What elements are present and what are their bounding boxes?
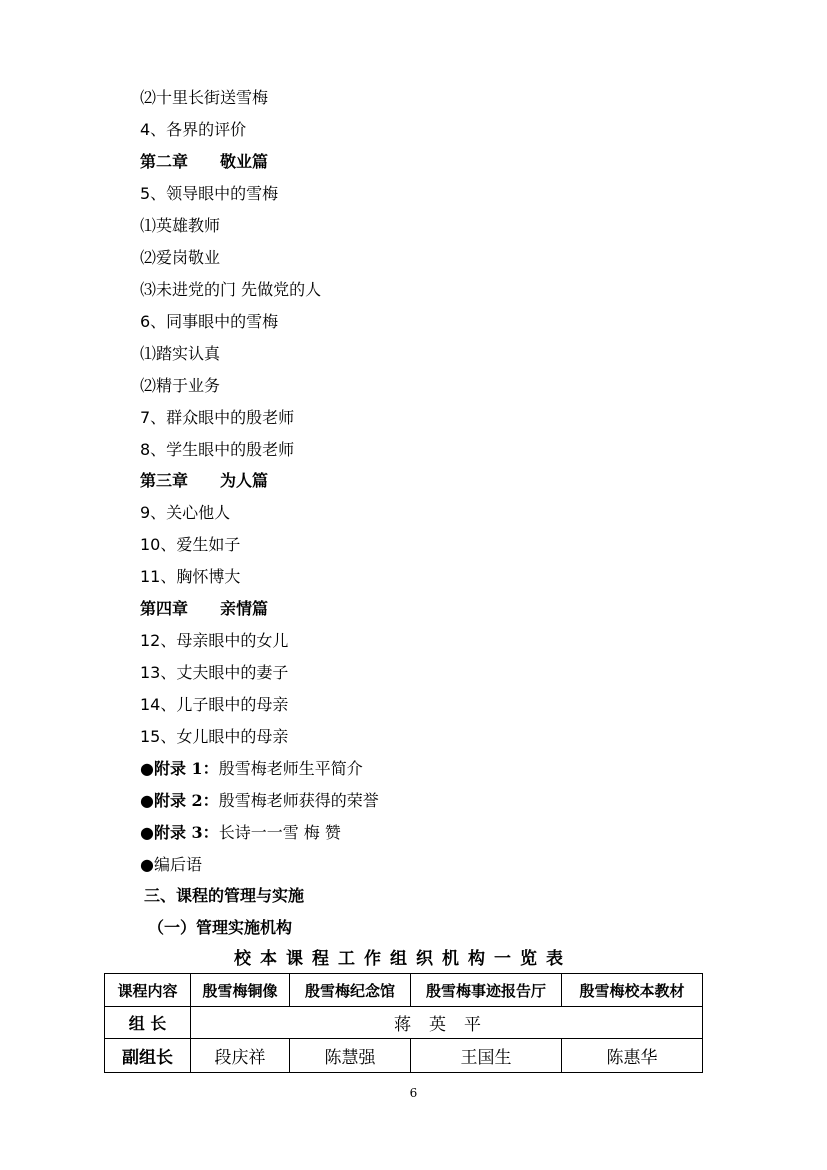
- deputy-name: 段庆祥: [191, 1039, 290, 1073]
- outline-item: 7、群众眼中的殷老师: [140, 408, 295, 427]
- appendix-text: 殷雪梅老师获得的荣誉: [218, 791, 379, 810]
- leader-name: 蒋英平: [191, 1007, 703, 1039]
- chapter-number: 第二章: [140, 152, 189, 171]
- bullet: ●: [140, 823, 154, 842]
- outline-item: ⑴踏实认真: [140, 344, 221, 363]
- table-header-cell: 殷雪梅铜像: [191, 974, 290, 1007]
- appendix-label: 附录 2：: [153, 791, 219, 810]
- appendix-item: [140, 855, 202, 875]
- appendix-label: 附录 3：: [153, 823, 219, 842]
- outline-item: 10、爱生如子: [140, 535, 241, 554]
- chapter-heading: [140, 152, 268, 172]
- outline-item: 12、母亲眼中的女儿: [140, 631, 289, 650]
- appendix-item: [140, 823, 341, 843]
- outline-item: ⑵精于业务: [140, 376, 221, 395]
- outline-item: ⑶未进党的门 先做党的人: [140, 280, 322, 299]
- deputy-label: 副组长: [105, 1039, 191, 1073]
- outline-item: 11、胸怀博大: [140, 567, 241, 586]
- chapter-heading: [140, 599, 268, 619]
- table-header-cell: 殷雪梅校本教材: [562, 974, 703, 1007]
- table-header-cell: 课程内容: [105, 974, 191, 1007]
- page-number: 6: [409, 1086, 418, 1100]
- outline-item: 14、儿子眼中的母亲: [140, 695, 289, 714]
- deputy-name: 王国生: [411, 1039, 562, 1073]
- outline-item: ⑴英雄教师: [140, 216, 221, 235]
- chapter-title: 为人篇: [220, 471, 269, 490]
- appendix-label: 附录 1：: [153, 759, 219, 778]
- appendix-item: [140, 791, 379, 811]
- outline-item: 15、女儿眼中的母亲: [140, 727, 289, 746]
- bullet: ●: [140, 759, 154, 778]
- appendix-text: 长诗一一雪 梅 赞: [218, 823, 341, 842]
- outline-item: 9、关心他人: [140, 503, 231, 522]
- outline-item: 4、各界的评价: [140, 120, 247, 139]
- chapter-number: 第三章: [140, 471, 189, 490]
- section-heading: 三、课程的管理与实施: [144, 886, 305, 905]
- appendix-text: 编后语: [153, 855, 202, 874]
- subsection-heading: （一）管理实施机构: [148, 918, 293, 937]
- outline-item: 5、领导眼中的雪梅: [140, 184, 279, 203]
- bullet: ●: [140, 855, 154, 874]
- table-row-leader: [105, 1007, 703, 1039]
- table-header-cell: 殷雪梅纪念馆: [290, 974, 411, 1007]
- chapter-heading: [140, 471, 268, 491]
- deputy-name: 陈惠华: [562, 1039, 703, 1073]
- outline-item: 13、丈夫眼中的妻子: [140, 663, 289, 682]
- table-row-deputy: [105, 1039, 703, 1073]
- outline-item: ⑵十里长街送雪梅: [140, 88, 269, 107]
- appendix-text: 殷雪梅老师生平简介: [218, 759, 363, 778]
- chapter-title: 亲情篇: [220, 599, 269, 618]
- organization-table: [104, 973, 703, 1073]
- chapter-title: 敬业篇: [220, 152, 269, 171]
- outline-item: 8、学生眼中的殷老师: [140, 440, 295, 459]
- outline-item: ⑵爱岗敬业: [140, 248, 221, 267]
- deputy-name: 陈慧强: [290, 1039, 411, 1073]
- appendix-item: [140, 759, 363, 779]
- table-header-cell: 殷雪梅事迹报告厅: [411, 974, 562, 1007]
- table-title: 校本课程工作组织机构一览表: [234, 949, 572, 969]
- chapter-number: 第四章: [140, 599, 189, 618]
- bullet: ●: [140, 791, 154, 810]
- outline-item: 6、同事眼中的雪梅: [140, 312, 279, 331]
- table-header-row: [105, 974, 703, 1007]
- leader-label: 组 长: [105, 1007, 191, 1039]
